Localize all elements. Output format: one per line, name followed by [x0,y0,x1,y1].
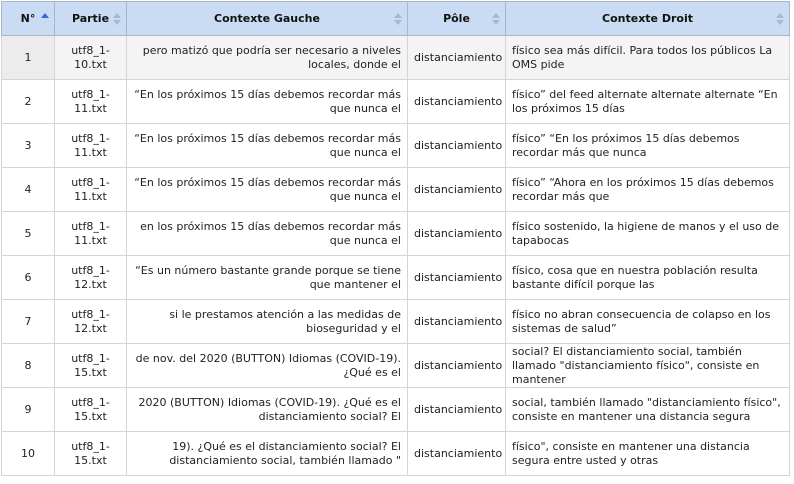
cell-contexte-droit: físico” “Ahora en los próximos 15 días debemos recordar más que [506,168,790,212]
cell-pole: distanciamiento [408,168,506,212]
cell-pole: distanciamiento [408,212,506,256]
cell-num: 5 [2,212,55,256]
cell-pole: distanciamiento [408,300,506,344]
table-row[interactable] [2,36,790,80]
column-header-num-label: N° [20,12,36,25]
table-row[interactable] [2,256,790,300]
column-header-contexte-droit[interactable] [506,2,790,36]
table-row[interactable] [2,432,790,476]
cell-contexte-droit: social? El distanciamiento social, también llamado "distanciamiento físico", consiste en mantener [506,344,790,388]
cell-contexte-gauche: “En los próximos 15 días debemos recordar más que nunca el [127,124,408,168]
cell-contexte-droit: físico, cosa que en nuestra población resulta bastante difícil porque las [506,256,790,300]
cell-num: 2 [2,80,55,124]
table-row[interactable] [2,300,790,344]
cell-partie: utf8_1-15.txt [55,344,127,388]
cell-contexte-gauche: en los próximos 15 días debemos recordar más que nunca el [127,212,408,256]
cell-pole: distanciamiento [408,36,506,80]
column-header-droit-label: Contexte Droit [602,12,693,25]
cell-num: 10 [2,432,55,476]
cell-pole: distanciamiento [408,344,506,388]
cell-num: 1 [2,36,55,80]
cell-partie: utf8_1-12.txt [55,256,127,300]
cell-num: 4 [2,168,55,212]
cell-num: 7 [2,300,55,344]
column-header-num[interactable] [2,2,55,36]
cell-contexte-gauche: “En los próximos 15 días debemos recordar más que nunca el [127,168,408,212]
cell-contexte-droit: físico” del feed alternate alternate alternate “En los próximos 15 días [506,80,790,124]
cell-partie: utf8_1-12.txt [55,300,127,344]
cell-pole: distanciamiento [408,124,506,168]
cell-contexte-gauche: si le prestamos atención a las medidas de bioseguridad y el [127,300,408,344]
cell-partie: utf8_1-15.txt [55,432,127,476]
cell-contexte-droit: físico no abran consecuencia de colapso en los sistemas de salud” [506,300,790,344]
column-header-contexte-gauche[interactable] [127,2,408,36]
cell-pole: distanciamiento [408,388,506,432]
cell-partie: utf8_1-15.txt [55,388,127,432]
cell-contexte-droit: social, también llamado "distanciamiento físico", consiste en mantener una distancia segura [506,388,790,432]
column-header-partie-label: Partie [71,12,110,25]
column-header-pole-label: Pôle [443,12,470,25]
cell-contexte-gauche: “En los próximos 15 días debemos recordar más que nunca el [127,80,408,124]
table-row[interactable] [2,388,790,432]
cell-contexte-droit: físico sostenido, la higiene de manos y el uso de tapabocas [506,212,790,256]
cell-pole: distanciamiento [408,80,506,124]
sort-icon[interactable] [492,13,500,25]
cell-partie: utf8_1-11.txt [55,168,127,212]
cell-contexte-gauche: 19). ¿Qué es el distanciamiento social? El distanciamiento social, también llamado " [127,432,408,476]
table-row[interactable] [2,80,790,124]
sort-ascending-icon[interactable] [41,13,49,25]
cell-num: 6 [2,256,55,300]
table-row[interactable] [2,344,790,388]
cell-contexte-droit: físico sea más difícil. Para todos los públicos La OMS pide [506,36,790,80]
column-header-partie[interactable] [55,2,127,36]
cell-partie: utf8_1-11.txt [55,80,127,124]
table-header-row [2,2,790,36]
cell-contexte-gauche: de nov. del 2020 (BUTTON) Idiomas (COVID-19). ¿Qué es el [127,344,408,388]
cell-num: 8 [2,344,55,388]
sort-icon[interactable] [776,13,784,25]
concordance-table [1,1,790,476]
cell-partie: utf8_1-10.txt [55,36,127,80]
cell-partie: utf8_1-11.txt [55,212,127,256]
sort-icon[interactable] [394,13,402,25]
sort-icon[interactable] [113,13,121,25]
cell-contexte-droit: físico” “En los próximos 15 días debemos recordar más que nunca [506,124,790,168]
cell-contexte-gauche: pero matizó que podría ser necesario a niveles locales, donde el [127,36,408,80]
table-row[interactable] [2,124,790,168]
column-header-gauche-label: Contexte Gauche [214,12,320,25]
cell-num: 3 [2,124,55,168]
cell-pole: distanciamiento [408,432,506,476]
concordance-table-container [1,1,789,476]
table-row[interactable] [2,168,790,212]
cell-contexte-droit: físico", consiste en mantener una distancia segura entre usted y otras [506,432,790,476]
column-header-pole[interactable] [408,2,506,36]
cell-num: 9 [2,388,55,432]
cell-partie: utf8_1-11.txt [55,124,127,168]
cell-contexte-gauche: “Es un número bastante grande porque se tiene que mantener el [127,256,408,300]
cell-pole: distanciamiento [408,256,506,300]
table-row[interactable] [2,212,790,256]
cell-contexte-gauche: 2020 (BUTTON) Idiomas (COVID-19). ¿Qué es el distanciamiento social? El [127,388,408,432]
